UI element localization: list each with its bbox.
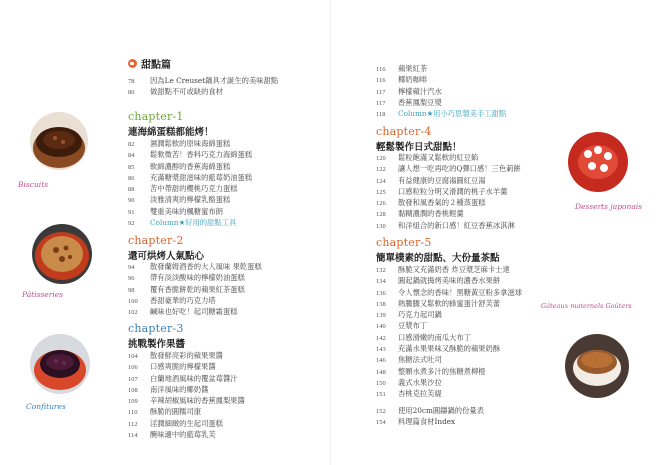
entry-title: 口感爽脆的檸檬果醬 bbox=[150, 362, 216, 372]
list-item[interactable] bbox=[376, 163, 576, 174]
list-item[interactable] bbox=[128, 206, 328, 217]
list-item[interactable] bbox=[128, 194, 328, 205]
drinks-list bbox=[376, 63, 576, 119]
list-item[interactable] bbox=[376, 264, 576, 275]
list-item[interactable] bbox=[128, 149, 328, 160]
page-number: 96 bbox=[128, 275, 135, 283]
page-number: 116 bbox=[376, 77, 386, 85]
page-number: 142 bbox=[376, 334, 386, 342]
list-item[interactable] bbox=[376, 332, 576, 343]
entry-title: 香蕉鳳梨豆漿 bbox=[398, 97, 442, 107]
intro-list bbox=[128, 75, 328, 98]
entry-title: 因為Le Creuset鍋具才誕生的美味甜點 bbox=[150, 76, 279, 85]
list-item[interactable] bbox=[376, 186, 576, 197]
japanese-dessert-photo bbox=[568, 132, 628, 192]
entry-title: 料理篇食材Index bbox=[398, 417, 456, 427]
entry-title: 鬆粒飽滿又鬆軟的紅豆餡 bbox=[398, 153, 479, 162]
list-item[interactable] bbox=[376, 377, 576, 388]
chapter-4-list bbox=[376, 152, 576, 231]
list-item[interactable] bbox=[128, 261, 328, 272]
page-number: 130 bbox=[376, 222, 386, 230]
script-label-desserts-japonais: Desserts japonais bbox=[575, 202, 643, 211]
page-number: 117 bbox=[376, 99, 386, 107]
entry-title: 口感滑嫩的南瓜大布丁 bbox=[398, 332, 471, 342]
souffle-photo bbox=[565, 334, 629, 398]
page-number: 151 bbox=[376, 391, 386, 399]
section-heading bbox=[128, 56, 171, 71]
list-item[interactable] bbox=[128, 272, 328, 283]
entry-title: 苦中帶甜的櫻桃巧克力蛋糕 bbox=[150, 184, 238, 194]
page-number: 116 bbox=[376, 66, 386, 73]
chapter-2-title: 還可烘烤人氣點心 bbox=[128, 251, 205, 262]
entry-title: 使用20cm圓鑄鍋的份量表 bbox=[398, 406, 484, 415]
page-number: 148 bbox=[376, 368, 386, 376]
page-number: 122 bbox=[376, 166, 386, 174]
entry-title: 散發蘭姆酒香的大人風味 果乾蛋糕 bbox=[150, 262, 262, 271]
page-number: 132 bbox=[376, 267, 386, 274]
entry-title: 酥脆的圓糯司康 bbox=[150, 407, 202, 417]
entry-title: 覆有香脆餅乾的蘋果紅茶蛋糕 bbox=[150, 284, 245, 294]
page-number: 112 bbox=[128, 420, 138, 428]
page-number: 78 bbox=[128, 78, 135, 85]
list-item[interactable] bbox=[128, 406, 328, 417]
entry-title: 有益健康的豆腐湯圓紅豆湯 bbox=[398, 175, 486, 185]
chapter-1-title: 連海綿蛋糕都能烤！ bbox=[128, 127, 214, 138]
entry-title: 淡雅清爽的檸檬乳酪蛋糕 bbox=[150, 195, 231, 205]
left-page bbox=[0, 0, 331, 465]
list-item[interactable] bbox=[128, 172, 328, 183]
entry-title: 做甜點不可或缺的食材 bbox=[150, 87, 223, 97]
entry-title: 軟綿濃醇的香蕉海綿蛋糕 bbox=[150, 161, 231, 171]
list-item[interactable] bbox=[128, 373, 328, 384]
chocolate-cake-photo bbox=[30, 112, 88, 170]
list-item[interactable] bbox=[128, 138, 328, 149]
page-number: 86 bbox=[128, 174, 135, 182]
page-number: 82 bbox=[128, 141, 135, 148]
chapter-4-title: 輕鬆製作日式甜點！ bbox=[376, 142, 462, 153]
script-label-biscuits: Biscuits bbox=[18, 180, 49, 189]
script-label-gateaux: Gâteaux maternels Goûters bbox=[541, 302, 632, 310]
entry-title: 熱騰騰又鬆軟的蜂蜜蛋汁舒芙蕾 bbox=[398, 298, 501, 308]
list-item[interactable] bbox=[128, 161, 328, 172]
page-number: 136 bbox=[376, 289, 386, 297]
page-number: 85 bbox=[128, 163, 135, 171]
entry-title: 巧克力起司鍋 bbox=[398, 310, 442, 320]
page-number: 152 bbox=[376, 408, 386, 415]
list-item[interactable] bbox=[376, 405, 576, 416]
page-number: 100 bbox=[128, 297, 138, 305]
entry-title: 鬆軟微苦！香料巧克力海綿蛋糕 bbox=[150, 150, 253, 160]
page-number: 134 bbox=[376, 278, 386, 286]
page-number: 143 bbox=[376, 346, 386, 354]
appendix-list bbox=[376, 405, 576, 428]
page-number: 109 bbox=[128, 398, 138, 406]
list-item[interactable] bbox=[128, 284, 328, 295]
entry-title: 口感粒粒分明又滑潤的桃子水羊羹 bbox=[398, 186, 508, 196]
entry-title: 淫潤細緻的生起司蛋糕 bbox=[150, 418, 223, 428]
list-item[interactable] bbox=[128, 395, 328, 406]
list-item[interactable] bbox=[376, 152, 576, 163]
entry-title: 豆漿布丁 bbox=[398, 321, 428, 331]
chapter-5-list bbox=[376, 264, 576, 400]
page-number: 98 bbox=[128, 286, 135, 294]
page-number: 106 bbox=[128, 364, 138, 372]
chapter-3-title: 挑戰製作果醬 bbox=[128, 339, 186, 350]
entry-title: 整顆水煮多汁的焦糖煮柳橙 bbox=[398, 366, 486, 376]
page-number: 94 bbox=[128, 264, 135, 271]
list-item[interactable] bbox=[376, 220, 576, 231]
page-number: 138 bbox=[376, 300, 386, 308]
list-item[interactable] bbox=[376, 343, 576, 354]
chapter-1-list bbox=[128, 138, 328, 228]
chapter-5-label: chapter-5 bbox=[376, 236, 432, 249]
page-number: 117 bbox=[376, 88, 386, 96]
page-number: 107 bbox=[128, 375, 138, 383]
entry-title: 焦糖法式吐司 bbox=[398, 355, 442, 365]
list-item[interactable] bbox=[376, 320, 576, 331]
entry-title: 檸檬蘋汁汽水 bbox=[398, 86, 442, 96]
page-number: 154 bbox=[376, 419, 386, 427]
entry-title: Column★用小巧思製美手工甜點 bbox=[398, 109, 507, 119]
page-number: 125 bbox=[376, 188, 386, 196]
entry-title: 充滿水果果味又酥脆的蘋果奶酥 bbox=[398, 344, 501, 354]
entry-title: 南洋風味的椰奶醬 bbox=[150, 384, 209, 394]
list-item[interactable] bbox=[376, 86, 576, 97]
list-item[interactable] bbox=[376, 416, 576, 427]
entry-title: 椰奶咖啡 bbox=[398, 75, 428, 85]
entry-title: 圓起鍋就搗烤美味的濃香水果餅 bbox=[398, 276, 501, 286]
page-number: 139 bbox=[376, 312, 386, 320]
entry-title: Column★好用的甜點工具 bbox=[150, 218, 237, 228]
entry-title: 醃味適中的藍莓乳芙 bbox=[150, 430, 216, 440]
list-item[interactable] bbox=[376, 287, 576, 298]
page-number: 104 bbox=[128, 353, 138, 360]
list-item[interactable] bbox=[376, 63, 576, 74]
page-number: 102 bbox=[128, 309, 138, 317]
page-number: 110 bbox=[128, 409, 138, 417]
entry-title: 雙重美味的楓糖蜜布朗 bbox=[150, 206, 223, 216]
bullet-icon bbox=[128, 59, 137, 68]
list-item[interactable] bbox=[376, 354, 576, 365]
list-item[interactable] bbox=[376, 175, 576, 186]
entry-title: 黏糊濃潤的香桃輕羹 bbox=[398, 209, 464, 219]
page-number: 126 bbox=[376, 200, 386, 208]
entry-title: 義式水果沙拉 bbox=[398, 377, 442, 387]
list-item[interactable] bbox=[128, 295, 328, 306]
page-number: 128 bbox=[376, 211, 386, 219]
list-item[interactable] bbox=[376, 74, 576, 85]
page-number: 108 bbox=[128, 386, 138, 394]
entry-title: 散發和風香氣的２種蒸蛋糕 bbox=[398, 198, 486, 208]
list-item[interactable] bbox=[376, 388, 576, 399]
entry-title: 辛辣胡椒風味的香蕉鳳梨果醬 bbox=[150, 396, 245, 406]
page-number: 90 bbox=[128, 197, 135, 205]
entry-title: 杏桃克拉芙緹 bbox=[398, 389, 442, 399]
entry-title: 白蘭地酒風味的覆盆莓醬汁 bbox=[150, 373, 238, 383]
page-number: 92 bbox=[128, 220, 135, 228]
list-item[interactable] bbox=[128, 217, 328, 228]
list-item[interactable] bbox=[128, 350, 328, 361]
script-label-confitures: Confitures bbox=[26, 402, 66, 411]
list-item[interactable] bbox=[128, 418, 328, 429]
chapter-2-list bbox=[128, 261, 328, 317]
page-number: 114 bbox=[128, 432, 138, 440]
right-page bbox=[331, 0, 663, 465]
list-item[interactable] bbox=[128, 361, 328, 372]
list-item[interactable] bbox=[128, 384, 328, 395]
list-item[interactable] bbox=[128, 306, 328, 317]
section-heading-text: 甜點篇 bbox=[141, 60, 171, 71]
page-number: 91 bbox=[128, 208, 135, 216]
list-item[interactable] bbox=[376, 366, 576, 377]
entry-title: 酥脆又充滿奶香 炸豆漿芝麻卡士達 bbox=[398, 265, 510, 274]
fruit-cake-photo bbox=[32, 224, 92, 284]
list-item[interactable] bbox=[376, 309, 576, 320]
list-item[interactable] bbox=[376, 108, 576, 119]
page-number: 118 bbox=[376, 111, 386, 119]
list-item[interactable] bbox=[128, 183, 328, 194]
list-item[interactable] bbox=[128, 429, 328, 440]
entry-title: 讓人想一吃再吃的Q彈口感！三色莿餅 bbox=[398, 164, 521, 174]
page-number: 120 bbox=[376, 155, 386, 162]
chapter-5-title: 簡單樸素的甜點、大份量茶點 bbox=[376, 253, 500, 264]
list-item[interactable] bbox=[128, 75, 328, 86]
page-number: 84 bbox=[128, 152, 135, 160]
entry-title: 濕潤鬆軟的原味海綿蛋糕 bbox=[150, 139, 231, 148]
script-label-patisseries: Pâtisseries bbox=[22, 290, 64, 299]
list-item[interactable] bbox=[128, 86, 328, 97]
list-item[interactable] bbox=[376, 97, 576, 108]
list-item[interactable] bbox=[376, 275, 576, 286]
list-item[interactable] bbox=[376, 197, 576, 208]
entry-title: 和洋組合的新口感！紅豆香蕉冰淇淋 bbox=[398, 220, 515, 230]
list-item[interactable] bbox=[376, 208, 576, 219]
page-number: 140 bbox=[376, 323, 386, 331]
page-number: 80 bbox=[128, 89, 135, 97]
entry-title: 鹹味也好吃！起司糖霜蛋糕 bbox=[150, 307, 238, 317]
entry-title: 蘋果紅茶 bbox=[398, 64, 428, 73]
page-number: 146 bbox=[376, 357, 386, 365]
page-number: 124 bbox=[376, 177, 386, 185]
entry-title: 帶有淡淡酸味的檸檬奶油蛋糕 bbox=[150, 273, 245, 283]
chapter-1-label: chapter-1 bbox=[128, 110, 184, 123]
page-number: 150 bbox=[376, 379, 386, 387]
chapter-3-label: chapter-3 bbox=[128, 322, 184, 335]
entry-title: 令人懷念的香味！黑糖黃豆粉多拿滋球 bbox=[398, 287, 523, 297]
jam-pot-photo bbox=[30, 334, 90, 394]
page-number: 88 bbox=[128, 186, 135, 194]
entry-title: 香甜豪華的巧克力塔 bbox=[150, 295, 216, 305]
entry-title: 充滿糖漿甜滋味的藍莓奶油蛋糕 bbox=[150, 172, 253, 182]
chapter-3-list bbox=[128, 350, 328, 440]
chapter-4-label: chapter-4 bbox=[376, 125, 432, 138]
chapter-2-label: chapter-2 bbox=[128, 234, 184, 247]
entry-title: 散發鮮亮彩的蘋果果醬 bbox=[150, 351, 223, 360]
